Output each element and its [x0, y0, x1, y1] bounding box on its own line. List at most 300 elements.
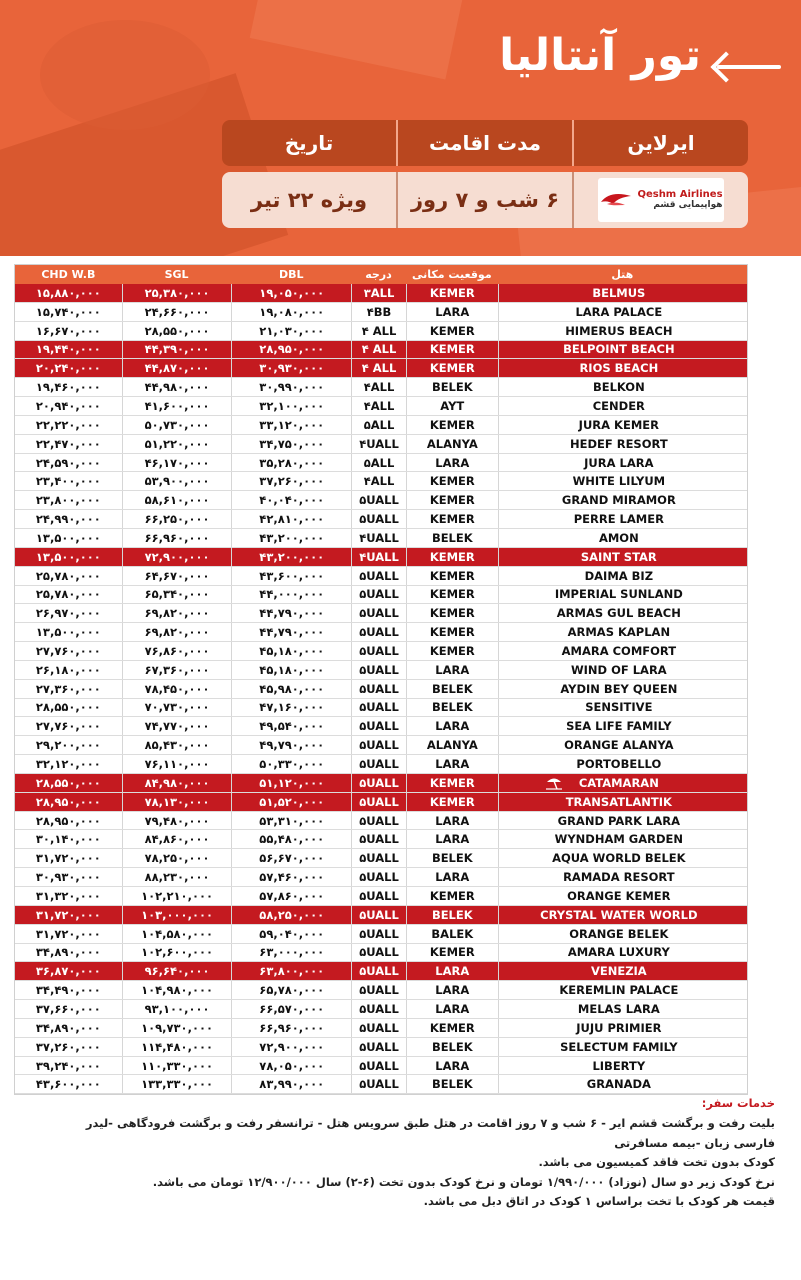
cell-grade-text: ۵ALL — [363, 455, 395, 470]
cell-chd-text: ۲۵,۷۸۰,۰۰۰ — [35, 587, 101, 602]
cell-sgl — [122, 491, 232, 509]
cell-location — [406, 887, 498, 905]
cell-chd — [15, 303, 122, 321]
cell-chd — [15, 812, 122, 830]
cell-hotel-text: GRAND MIRAMOR — [561, 493, 676, 508]
cell-sgl — [122, 303, 232, 321]
cell-dbl-text: ۵۷,۴۶۰,۰۰۰ — [259, 870, 325, 885]
cell-grade — [351, 962, 406, 980]
cell-sgl — [122, 510, 232, 528]
cell-location-text: LARA — [435, 719, 470, 734]
cell-location-text: BELEK — [431, 907, 473, 922]
cell-dbl — [231, 755, 351, 773]
cell-dbl — [231, 680, 351, 698]
cell-sgl — [122, 755, 232, 773]
cell-chd-text: ۳۱,۷۲۰,۰۰۰ — [35, 851, 101, 866]
cell-dbl-text: ۴۹,۷۹۰,۰۰۰ — [259, 738, 325, 753]
cell-location — [406, 717, 498, 735]
cell-chd — [15, 925, 122, 943]
cell-chd-text: ۳۷,۲۶۰,۰۰۰ — [35, 1039, 101, 1054]
cell-grade — [351, 397, 406, 415]
cell-sgl-text: ۸۵,۴۳۰,۰۰۰ — [144, 738, 210, 753]
cell-grade — [351, 1019, 406, 1037]
cell-chd — [15, 435, 122, 453]
cell-sgl-text: ۵۳,۹۰۰,۰۰۰ — [144, 474, 210, 489]
cell-location — [406, 1019, 498, 1037]
table-row — [15, 454, 747, 473]
table-body — [15, 284, 747, 1094]
cell-location-text: BELEK — [431, 700, 473, 715]
cell-dbl — [231, 812, 351, 830]
table-row — [15, 887, 747, 906]
table-row — [15, 1057, 747, 1076]
cell-grade — [351, 416, 406, 434]
cell-chd — [15, 567, 122, 585]
cell-chd-text: ۳۴,۸۹۰,۰۰۰ — [35, 945, 101, 960]
cell-chd — [15, 944, 122, 962]
cell-chd-text: ۴۳,۶۰۰,۰۰۰ — [35, 1077, 101, 1092]
cell-dbl-text: ۳۷,۲۶۰,۰۰۰ — [259, 474, 325, 489]
cell-chd-text: ۳۷,۶۶۰,۰۰۰ — [35, 1001, 101, 1016]
cell-location-text: KEMER — [429, 568, 475, 583]
cell-dbl-text: ۷۲,۹۰۰,۰۰۰ — [259, 1039, 325, 1054]
cell-grade-text: ۵UALL — [359, 983, 399, 998]
cell-location-text: LARA — [435, 813, 470, 828]
cell-location — [406, 661, 498, 679]
cell-grade — [351, 868, 406, 886]
cell-hotel — [498, 510, 747, 528]
cell-location — [406, 284, 498, 302]
cell-sgl — [122, 793, 232, 811]
cell-chd — [15, 416, 122, 434]
cell-hotel-text: SENSITIVE — [585, 700, 653, 715]
cell-chd-text: ۳۰,۱۴۰,۰۰۰ — [35, 832, 101, 847]
cell-location — [406, 699, 498, 717]
cell-grade-text: ۵UALL — [359, 757, 399, 772]
cell-dbl — [231, 925, 351, 943]
cell-chd-text: ۲۳,۴۰۰,۰۰۰ — [35, 474, 101, 489]
cell-chd — [15, 604, 122, 622]
cell-hotel-text: PORTOBELLO — [576, 757, 662, 772]
cell-hotel-text: TRANSATLANTIK — [565, 794, 672, 809]
cell-grade-text: ۵UALL — [359, 719, 399, 734]
cell-hotel-text: LIBERTY — [592, 1058, 646, 1073]
cell-dbl — [231, 397, 351, 415]
cell-grade-text: ۴UALL — [359, 549, 399, 564]
cell-grade — [351, 774, 406, 792]
table-row — [15, 642, 747, 661]
cell-location — [406, 491, 498, 509]
cell-grade-text: ۵UALL — [359, 606, 399, 621]
cell-chd-text: ۲۰,۲۴۰,۰۰۰ — [35, 361, 101, 376]
cell-hotel — [498, 925, 747, 943]
cell-hotel — [498, 491, 747, 509]
cell-dbl-text: ۵۷,۸۶۰,۰۰۰ — [259, 888, 325, 903]
cell-sgl — [122, 699, 232, 717]
cell-dbl — [231, 548, 351, 566]
cell-location-text: KEMER — [429, 775, 475, 790]
cell-hotel-text: AYDIN BEY QUEEN — [560, 681, 678, 696]
cell-sgl-text: ۶۷,۳۶۰,۰۰۰ — [144, 662, 210, 677]
cell-hotel-text: KEREMLIN PALACE — [559, 983, 679, 998]
cell-hotel — [498, 359, 747, 377]
cell-hotel-text: VENEZIA — [590, 964, 647, 979]
cell-sgl-text: ۷۸,۱۳۰,۰۰۰ — [144, 794, 210, 809]
cell-dbl — [231, 586, 351, 604]
cell-grade — [351, 529, 406, 547]
cell-sgl-text: ۷۴,۷۷۰,۰۰۰ — [144, 719, 210, 734]
cell-sgl-text: ۴۱,۶۰۰,۰۰۰ — [144, 398, 210, 413]
cell-sgl — [122, 1000, 232, 1018]
cell-grade — [351, 1038, 406, 1056]
cell-hotel — [498, 793, 747, 811]
cell-location — [406, 567, 498, 585]
cell-hotel-text: ORANGE BELEK — [569, 926, 669, 941]
cell-dbl-text: ۴۲,۸۱۰,۰۰۰ — [259, 512, 325, 527]
cell-location-text: KEMER — [429, 587, 475, 602]
cell-sgl — [122, 454, 232, 472]
cell-location-text: KEMER — [429, 1020, 475, 1035]
cell-chd — [15, 661, 122, 679]
cell-dbl — [231, 303, 351, 321]
cell-sgl — [122, 529, 232, 547]
cell-sgl-text: ۱۰۴,۵۸۰,۰۰۰ — [141, 926, 214, 941]
cell-sgl-text: ۶۹,۸۲۰,۰۰۰ — [144, 606, 210, 621]
cell-dbl-text: ۴۵,۹۸۰,۰۰۰ — [259, 681, 325, 696]
cell-sgl — [122, 359, 232, 377]
cell-dbl — [231, 717, 351, 735]
cell-grade — [351, 567, 406, 585]
cell-hotel — [498, 774, 747, 792]
cell-chd — [15, 586, 122, 604]
cell-dbl-text: ۱۹,۰۸۰,۰۰۰ — [259, 304, 325, 319]
cell-sgl-text: ۶۵,۳۴۰,۰۰۰ — [144, 587, 210, 602]
cell-sgl — [122, 586, 232, 604]
cell-chd — [15, 397, 122, 415]
cell-grade-text: ۵UALL — [359, 643, 399, 658]
table-row — [15, 1075, 747, 1094]
table-row — [15, 378, 747, 397]
cell-chd — [15, 774, 122, 792]
cell-hotel-text: JURA KEMER — [578, 417, 659, 432]
cell-location-text: KEMER — [429, 323, 475, 338]
cell-sgl — [122, 341, 232, 359]
cell-sgl-text: ۹۶,۶۴۰,۰۰۰ — [144, 964, 210, 979]
cell-hotel-text: AMON — [598, 530, 639, 545]
cell-location — [406, 812, 498, 830]
cell-location — [406, 868, 498, 886]
cell-location — [406, 435, 498, 453]
table-row — [15, 548, 747, 567]
cell-dbl — [231, 567, 351, 585]
cell-grade-text: ۴UALL — [359, 530, 399, 545]
cell-sgl-text: ۸۴,۹۸۰,۰۰۰ — [144, 775, 210, 790]
cell-hotel — [498, 548, 747, 566]
cell-hotel-text: GRAND PARK LARA — [557, 813, 681, 828]
cell-chd-text: ۱۹,۴۶۰,۰۰۰ — [35, 380, 101, 395]
cell-dbl-text: ۲۱,۰۳۰,۰۰۰ — [259, 323, 325, 338]
hotel-price-table — [14, 264, 748, 1095]
cell-grade — [351, 341, 406, 359]
table-row — [15, 529, 747, 548]
info-labels-bar — [222, 120, 748, 166]
cell-hotel-text: GRANADA — [586, 1077, 651, 1092]
cell-chd-text: ۲۸,۵۵۰,۰۰۰ — [35, 700, 101, 715]
cell-dbl — [231, 661, 351, 679]
cell-location-text: LARA — [435, 870, 470, 885]
cell-hotel-text: JURA LARA — [584, 455, 654, 470]
cell-grade — [351, 717, 406, 735]
cell-location-text: KEMER — [429, 888, 475, 903]
cell-grade-text: ۵UALL — [359, 832, 399, 847]
cell-sgl — [122, 868, 232, 886]
cell-grade-text: ۴BB — [366, 304, 392, 319]
cell-grade-text: ۵UALL — [359, 964, 399, 979]
cell-grade-text: ۵UALL — [359, 681, 399, 696]
cell-location-text: KEMER — [429, 493, 475, 508]
cell-location-text: KEMER — [429, 285, 475, 300]
cell-dbl-text: ۳۵,۲۸۰,۰۰۰ — [259, 455, 325, 470]
cell-chd-text: ۳۶,۸۷۰,۰۰۰ — [35, 964, 101, 979]
cell-dbl-text: ۱۹,۰۵۰,۰۰۰ — [259, 285, 325, 300]
cell-location — [406, 548, 498, 566]
cell-chd — [15, 736, 122, 754]
cell-grade-text: ۴ALL — [363, 474, 395, 489]
cell-grade — [351, 755, 406, 773]
cell-chd — [15, 1019, 122, 1037]
table-row — [15, 849, 747, 868]
cell-hotel — [498, 755, 747, 773]
cell-sgl-text: ۵۱,۲۲۰,۰۰۰ — [144, 436, 210, 451]
cell-dbl — [231, 378, 351, 396]
cell-sgl — [122, 812, 232, 830]
cell-chd — [15, 1038, 122, 1056]
cell-chd — [15, 717, 122, 735]
cell-location — [406, 378, 498, 396]
cell-sgl-text: ۶۹,۸۲۰,۰۰۰ — [144, 625, 210, 640]
cell-hotel-text: SELECTUM FAMILY — [560, 1039, 678, 1054]
table-row — [15, 981, 747, 1000]
cell-chd-text: ۲۸,۹۵۰,۰۰۰ — [35, 794, 101, 809]
airline-bird-icon — [599, 190, 633, 210]
cell-chd — [15, 529, 122, 547]
background-shape — [40, 20, 210, 130]
cell-sgl — [122, 736, 232, 754]
table-row — [15, 586, 747, 605]
cell-chd — [15, 699, 122, 717]
note-line: قیمت هر کودک با تخت براساس ۱ کودک در اتاق دبل می باشد. — [423, 1194, 775, 1208]
cell-grade — [351, 472, 406, 490]
cell-chd-text: ۲۴,۵۹۰,۰۰۰ — [35, 455, 101, 470]
cell-grade-text: ۵UALL — [359, 700, 399, 715]
cell-sgl — [122, 887, 232, 905]
cell-sgl — [122, 416, 232, 434]
cell-chd-text: ۲۶,۹۷۰,۰۰۰ — [35, 606, 101, 621]
cell-dbl-text: ۶۳,۸۰۰,۰۰۰ — [259, 964, 325, 979]
table-row — [15, 623, 747, 642]
cell-location — [406, 416, 498, 434]
cell-chd-text: ۲۹,۲۰۰,۰۰۰ — [35, 738, 101, 753]
cell-grade-text: ۵UALL — [359, 888, 399, 903]
back-arrow-icon[interactable] — [713, 52, 783, 82]
cell-grade — [351, 680, 406, 698]
cell-chd — [15, 472, 122, 490]
cell-hotel-text: LARA PALACE — [575, 304, 663, 319]
background-shape — [250, 0, 471, 79]
cell-chd-text: ۲۲,۲۲۰,۰۰۰ — [35, 417, 101, 432]
cell-grade — [351, 830, 406, 848]
cell-hotel-text: SEA LIFE FAMILY — [566, 719, 672, 734]
cell-chd — [15, 1075, 122, 1093]
cell-sgl-text: ۱۰۳,۰۰۰,۰۰۰ — [141, 907, 214, 922]
table-row — [15, 868, 747, 887]
cell-dbl-text: ۵۸,۲۵۰,۰۰۰ — [259, 907, 325, 922]
cell-hotel — [498, 680, 747, 698]
cell-location — [406, 981, 498, 999]
cell-sgl — [122, 774, 232, 792]
cell-location — [406, 925, 498, 943]
cell-grade-text: ۵UALL — [359, 1077, 399, 1092]
column-header-sgl: SGL — [164, 268, 189, 281]
cell-location-text: ALANYA — [426, 738, 478, 753]
cell-dbl — [231, 472, 351, 490]
cell-hotel-text: RIOS BEACH — [579, 361, 659, 376]
cell-grade-text: ۴ ALL — [361, 323, 397, 338]
cell-sgl-text: ۴۴,۸۷۰,۰۰۰ — [144, 361, 210, 376]
cell-chd-text: ۲۰,۹۴۰,۰۰۰ — [35, 398, 101, 413]
cell-chd — [15, 341, 122, 359]
cell-chd — [15, 1000, 122, 1018]
cell-sgl-text: ۱۰۴,۹۸۰,۰۰۰ — [141, 983, 214, 998]
cell-sgl — [122, 925, 232, 943]
cell-location-text: KEMER — [429, 625, 475, 640]
cell-dbl-text: ۳۰,۹۹۰,۰۰۰ — [259, 380, 325, 395]
table-row — [15, 925, 747, 944]
cell-sgl-text: ۷۲,۹۰۰,۰۰۰ — [144, 549, 210, 564]
cell-location — [406, 510, 498, 528]
cell-sgl — [122, 849, 232, 867]
cell-dbl — [231, 1075, 351, 1093]
column-header-dbl: DBL — [278, 268, 304, 281]
cell-hotel — [498, 435, 747, 453]
cell-dbl — [231, 1038, 351, 1056]
column-header-chd: CHD W.B — [41, 268, 96, 281]
cell-dbl-text: ۴۳,۲۰۰,۰۰۰ — [259, 530, 325, 545]
cell-sgl-text: ۷۸,۲۵۰,۰۰۰ — [144, 851, 210, 866]
cell-dbl — [231, 868, 351, 886]
cell-chd-text: ۱۹,۴۴۰,۰۰۰ — [35, 342, 101, 357]
cell-chd-text: ۲۷,۷۶۰,۰۰۰ — [35, 719, 101, 734]
cell-dbl-text: ۳۰,۹۳۰,۰۰۰ — [259, 361, 325, 376]
cell-dbl — [231, 491, 351, 509]
cell-hotel-text: IMPERIAL SUNLAND — [554, 587, 683, 602]
cell-grade-text: ۵UALL — [359, 945, 399, 960]
cell-sgl — [122, 284, 232, 302]
page-title: تور آنتالیا — [499, 30, 701, 81]
cell-dbl-text: ۵۵,۴۸۰,۰۰۰ — [259, 832, 325, 847]
cell-hotel — [498, 1019, 747, 1037]
cell-location-text: BALEK — [431, 926, 474, 941]
cell-chd-text: ۱۵,۷۴۰,۰۰۰ — [35, 304, 101, 319]
cell-dbl — [231, 944, 351, 962]
cell-chd-text: ۱۳,۵۰۰,۰۰۰ — [35, 549, 101, 564]
cell-chd — [15, 1057, 122, 1075]
cell-location — [406, 322, 498, 340]
cell-chd — [15, 510, 122, 528]
table-row — [15, 661, 747, 680]
cell-location-text: ALANYA — [426, 436, 478, 451]
cell-sgl — [122, 567, 232, 585]
cell-dbl-text: ۴۳,۶۰۰,۰۰۰ — [259, 568, 325, 583]
cell-hotel — [498, 906, 747, 924]
cell-hotel — [498, 397, 747, 415]
cell-hotel — [498, 529, 747, 547]
cell-sgl — [122, 378, 232, 396]
airline-name-en: Qeshm Airlines — [637, 189, 723, 201]
cell-grade-text: ۵UALL — [359, 1039, 399, 1054]
cell-location-text: LARA — [435, 1001, 470, 1016]
cell-chd-text: ۲۷,۷۶۰,۰۰۰ — [35, 643, 101, 658]
cell-sgl — [122, 944, 232, 962]
cell-grade — [351, 981, 406, 999]
cell-grade-text: ۵UALL — [359, 587, 399, 602]
table-row — [15, 472, 747, 491]
cell-location-text: LARA — [435, 964, 470, 979]
cell-hotel-text: ARMAS KAPLAN — [567, 625, 671, 640]
cell-sgl — [122, 661, 232, 679]
cell-location — [406, 1038, 498, 1056]
cell-hotel-text: BELKON — [592, 380, 645, 395]
cell-dbl — [231, 830, 351, 848]
cell-hotel — [498, 303, 747, 321]
cell-dbl-text: ۶۶,۹۶۰,۰۰۰ — [259, 1020, 325, 1035]
cell-grade — [351, 944, 406, 962]
cell-grade-text: ۵UALL — [359, 870, 399, 885]
cell-hotel — [498, 1038, 747, 1056]
table-row — [15, 793, 747, 812]
table-row — [15, 680, 747, 699]
table-row — [15, 774, 747, 793]
cell-chd-text: ۲۵,۷۸۰,۰۰۰ — [35, 568, 101, 583]
cell-grade-text: ۴ALL — [363, 398, 395, 413]
cell-chd — [15, 491, 122, 509]
cell-location-text: BELEK — [431, 1039, 473, 1054]
cell-chd — [15, 849, 122, 867]
cell-location-text: BELEK — [431, 851, 473, 866]
cell-chd-text: ۱۳,۵۰۰,۰۰۰ — [35, 530, 101, 545]
airline-label: ایرلاین — [627, 131, 695, 155]
cell-hotel-text: ORANGE KEMER — [567, 888, 671, 903]
cell-hotel-text: MELAS LARA — [577, 1001, 660, 1016]
cell-dbl — [231, 435, 351, 453]
cell-grade — [351, 1000, 406, 1018]
cell-hotel-text: ARMAS GUL BEACH — [556, 606, 681, 621]
qeshm-airlines-logo-icon — [598, 178, 724, 222]
cell-chd-text: ۱۳,۵۰۰,۰۰۰ — [35, 625, 101, 640]
cell-dbl — [231, 529, 351, 547]
airline-name-fa: هواپیمایی قشم — [653, 199, 723, 210]
cell-sgl — [122, 623, 232, 641]
cell-grade-text: ۵UALL — [359, 1001, 399, 1016]
table-row — [15, 717, 747, 736]
cell-location-text: KEMER — [429, 794, 475, 809]
cell-dbl-text: ۳۴,۷۵۰,۰۰۰ — [259, 436, 325, 451]
cell-hotel — [498, 981, 747, 999]
cell-dbl — [231, 454, 351, 472]
cell-location-text: KEMER — [429, 342, 475, 357]
page-header — [0, 0, 801, 256]
cell-chd — [15, 830, 122, 848]
